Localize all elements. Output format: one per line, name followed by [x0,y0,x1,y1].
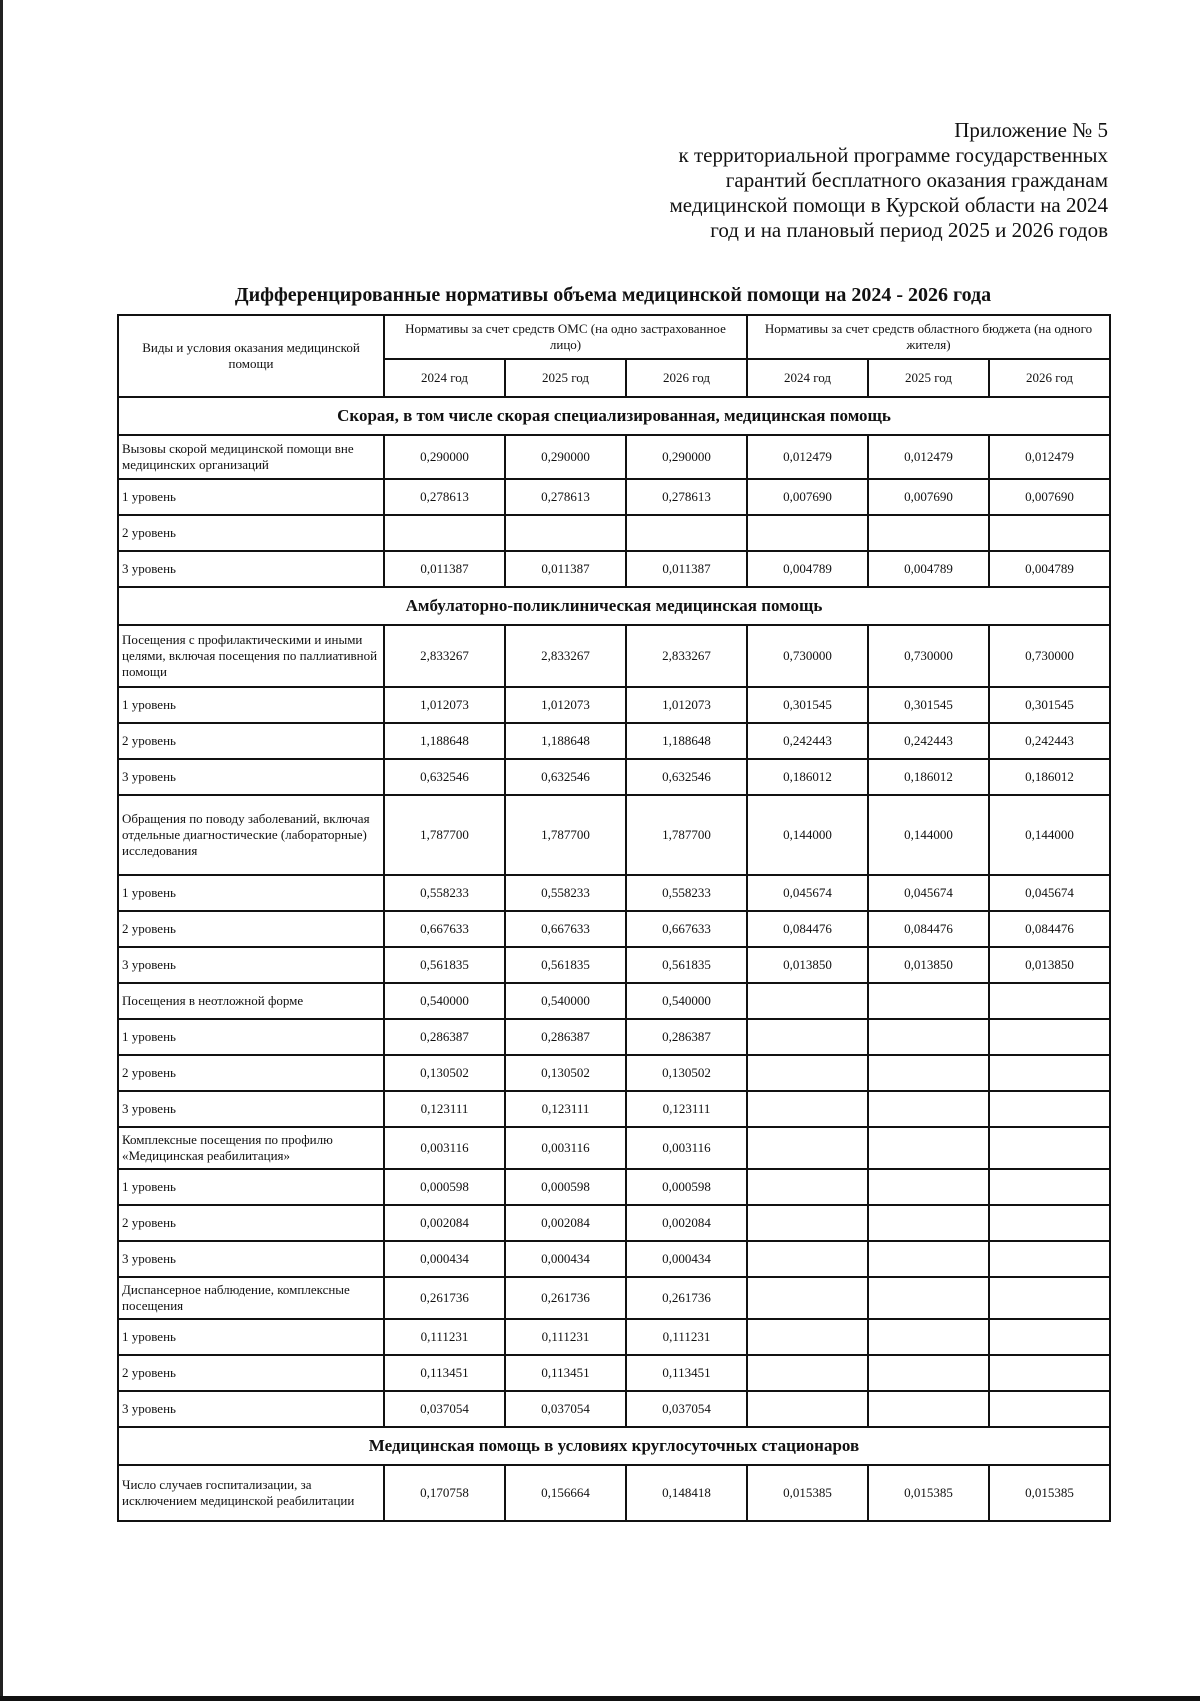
value-cell [989,1355,1110,1391]
value-cell [868,1127,989,1169]
value-cell: 0,015385 [868,1465,989,1521]
year-header: 2026 год [626,359,747,397]
year-header: 2026 год [989,359,1110,397]
value-cell: 0,632546 [505,759,626,795]
section-title: Скорая, в том числе скорая специализированная, медицинская помощь [118,397,1110,435]
value-cell: 0,113451 [384,1355,505,1391]
row-label: 1 уровень [118,687,384,723]
value-cell [747,1277,868,1319]
table-row [118,1319,1110,1355]
table-row [118,1391,1110,1427]
value-cell: 1,188648 [384,723,505,759]
table-row [118,947,1110,983]
value-cell: 0,286387 [505,1019,626,1055]
row-label: 1 уровень [118,875,384,911]
row-label: Диспансерное наблюдение, комплексные посещения [118,1277,384,1319]
value-cell: 0,045674 [989,875,1110,911]
value-cell: 0,130502 [626,1055,747,1091]
value-cell: 0,144000 [868,795,989,875]
value-cell [868,983,989,1019]
row-label: Вызовы скорой медицинской помощи вне медицинских организаций [118,435,384,479]
value-cell: 0,084476 [989,911,1110,947]
table-row [118,1055,1110,1091]
value-cell: 0,123111 [626,1091,747,1127]
value-cell: 0,013850 [868,947,989,983]
value-cell [989,1055,1110,1091]
value-cell: 0,004789 [989,551,1110,587]
section-title: Медицинская помощь в условиях круглосуточных стационаров [118,1427,1110,1465]
budget-header: Нормативы за счет средств областного бюджета (на одного жителя) [747,315,1110,359]
table-row [118,795,1110,875]
value-cell: 0,730000 [747,625,868,687]
row-label: 1 уровень [118,1169,384,1205]
value-cell: 0,037054 [626,1391,747,1427]
value-cell [868,1277,989,1319]
value-cell [747,1241,868,1277]
value-cell [505,515,626,551]
value-cell: 0,037054 [384,1391,505,1427]
row-label: 2 уровень [118,1355,384,1391]
value-cell [989,1127,1110,1169]
value-cell: 0,278613 [505,479,626,515]
value-cell: 0,002084 [626,1205,747,1241]
value-cell: 0,011387 [505,551,626,587]
value-cell [989,515,1110,551]
appendix-line: год и на плановый период 2025 и 2026 годов [710,218,1108,242]
value-cell: 0,186012 [989,759,1110,795]
section-row [118,397,1110,435]
value-cell: 0,007690 [747,479,868,515]
value-cell: 0,045674 [747,875,868,911]
table-row [118,1355,1110,1391]
value-cell [747,983,868,1019]
norms-table [117,314,1111,1522]
value-cell: 0,186012 [747,759,868,795]
appendix-line: к территориальной программе государственных [678,143,1108,167]
value-cell [989,1019,1110,1055]
row-label: Посещения в неотложной форме [118,983,384,1019]
value-cell: 0,000598 [384,1169,505,1205]
table-body [118,397,1110,1521]
table-row [118,1465,1110,1521]
value-cell [868,1241,989,1277]
value-cell: 0,000434 [505,1241,626,1277]
value-cell [747,1355,868,1391]
value-cell: 0,015385 [747,1465,868,1521]
table-row [118,687,1110,723]
value-cell: 0,667633 [505,911,626,947]
value-cell [626,515,747,551]
value-cell: 0,632546 [384,759,505,795]
value-cell: 0,000434 [626,1241,747,1277]
value-cell [747,1091,868,1127]
table-row [118,983,1110,1019]
value-cell [384,515,505,551]
value-cell: 0,045674 [868,875,989,911]
table-row [118,1091,1110,1127]
row-label: 3 уровень [118,1241,384,1277]
value-cell: 0,242443 [989,723,1110,759]
appendix-line: Приложение № 5 [954,118,1108,142]
value-cell: 0,000434 [384,1241,505,1277]
value-cell: 0,667633 [384,911,505,947]
value-cell [989,1319,1110,1355]
value-cell: 0,015385 [989,1465,1110,1521]
section-title: Амбулаторно-поликлиническая медицинская помощь [118,587,1110,625]
row-label: 2 уровень [118,911,384,947]
value-cell: 0,290000 [626,435,747,479]
row-label: 1 уровень [118,1319,384,1355]
value-cell: 0,286387 [626,1019,747,1055]
value-cell [989,1169,1110,1205]
row-label: 2 уровень [118,1205,384,1241]
row-label: Комплексные посещения по профилю «Медицинская реабилитация» [118,1127,384,1169]
value-cell [747,1391,868,1427]
table-row [118,759,1110,795]
value-cell: 1,012073 [626,687,747,723]
value-cell: 0,290000 [384,435,505,479]
table-row [118,551,1110,587]
value-cell: 0,278613 [626,479,747,515]
value-cell [989,1205,1110,1241]
value-cell: 0,144000 [989,795,1110,875]
value-cell [989,1391,1110,1427]
value-cell [747,1319,868,1355]
value-cell [747,1205,868,1241]
row-label: 1 уровень [118,479,384,515]
row-label: 2 уровень [118,723,384,759]
value-cell [747,515,868,551]
value-cell: 0,730000 [868,625,989,687]
value-cell: 0,012479 [747,435,868,479]
kind-header: Виды и условия оказания медицинской помощи [118,315,384,397]
row-label: 1 уровень [118,1019,384,1055]
value-cell: 2,833267 [384,625,505,687]
row-label: Обращения по поводу заболеваний, включая отдельные диагностические (лабораторные) исследования [118,795,384,875]
value-cell: 0,667633 [626,911,747,947]
value-cell: 0,130502 [384,1055,505,1091]
value-cell [868,1391,989,1427]
value-cell: 0,561835 [505,947,626,983]
value-cell: 1,188648 [626,723,747,759]
value-cell: 0,632546 [626,759,747,795]
oms-header: Нормативы за счет средств ОМС (на одно застрахованное лицо) [384,315,747,359]
table-row [118,1169,1110,1205]
table-row [118,1277,1110,1319]
row-label: Посещения с профилактическими и иными целями, включая посещения по паллиативной помощи [118,625,384,687]
year-header: 2025 год [868,359,989,397]
appendix-line: медицинской помощи в Курской области на 2024 [669,193,1108,217]
scan-edge-bottom [0,1696,1200,1701]
row-label: 3 уровень [118,1391,384,1427]
value-cell: 0,003116 [384,1127,505,1169]
row-label: 2 уровень [118,515,384,551]
value-cell: 0,148418 [626,1465,747,1521]
table-row [118,875,1110,911]
value-cell: 1,012073 [384,687,505,723]
value-cell: 1,787700 [626,795,747,875]
section-row [118,1427,1110,1465]
value-cell: 1,787700 [384,795,505,875]
value-cell: 0,261736 [384,1277,505,1319]
value-cell [989,983,1110,1019]
value-cell: 0,011387 [384,551,505,587]
value-cell: 0,561835 [384,947,505,983]
value-cell: 0,013850 [747,947,868,983]
value-cell [747,1019,868,1055]
section-row [118,587,1110,625]
value-cell [989,1277,1110,1319]
appendix-line: гарантий бесплатного оказания гражданам [725,168,1108,192]
value-cell [868,1319,989,1355]
value-cell [747,1055,868,1091]
table-row [118,1127,1110,1169]
document-title: Дифференцированные нормативы объема медицинской помощи на 2024 - 2026 года [234,284,992,306]
row-label: 3 уровень [118,1091,384,1127]
value-cell: 0,144000 [747,795,868,875]
value-cell [868,1091,989,1127]
value-cell [868,515,989,551]
value-cell: 0,012479 [989,435,1110,479]
value-cell [868,1055,989,1091]
table-row [118,1241,1110,1277]
value-cell: 0,000598 [626,1169,747,1205]
table-row [118,723,1110,759]
value-cell: 0,156664 [505,1465,626,1521]
value-cell [989,1241,1110,1277]
value-cell: 0,286387 [384,1019,505,1055]
value-cell: 0,561835 [626,947,747,983]
value-cell: 0,540000 [384,983,505,1019]
value-cell [868,1205,989,1241]
value-cell: 0,037054 [505,1391,626,1427]
value-cell: 2,833267 [626,625,747,687]
value-cell: 0,242443 [868,723,989,759]
row-label: 3 уровень [118,947,384,983]
row-label: 2 уровень [118,1055,384,1091]
value-cell: 0,012479 [868,435,989,479]
value-cell: 0,004789 [747,551,868,587]
value-cell: 0,013850 [989,947,1110,983]
value-cell: 0,558233 [626,875,747,911]
value-cell: 0,111231 [626,1319,747,1355]
scan-edge-left [0,0,3,1701]
value-cell: 0,111231 [505,1319,626,1355]
value-cell: 0,290000 [505,435,626,479]
value-cell: 0,242443 [747,723,868,759]
table-header [118,315,1110,397]
value-cell: 0,011387 [626,551,747,587]
value-cell: 0,007690 [868,479,989,515]
table-row [118,625,1110,687]
row-label: 3 уровень [118,551,384,587]
value-cell: 0,000598 [505,1169,626,1205]
value-cell: 0,301545 [868,687,989,723]
row-label: Число случаев госпитализации, за исключением медицинской реабилитации [118,1465,384,1521]
table-row [118,1019,1110,1055]
value-cell: 0,003116 [626,1127,747,1169]
year-header: 2024 год [747,359,868,397]
value-cell: 2,833267 [505,625,626,687]
value-cell: 0,186012 [868,759,989,795]
value-cell: 0,084476 [747,911,868,947]
value-cell [747,1127,868,1169]
table-row [118,1205,1110,1241]
value-cell: 0,130502 [505,1055,626,1091]
year-header: 2024 год [384,359,505,397]
value-cell: 0,111231 [384,1319,505,1355]
value-cell: 0,301545 [989,687,1110,723]
year-header: 2025 год [505,359,626,397]
value-cell [868,1019,989,1055]
value-cell [989,1091,1110,1127]
value-cell: 0,261736 [626,1277,747,1319]
value-cell: 0,540000 [505,983,626,1019]
table-row [118,515,1110,551]
value-cell: 0,002084 [384,1205,505,1241]
value-cell: 0,084476 [868,911,989,947]
value-cell: 0,558233 [505,875,626,911]
value-cell: 0,004789 [868,551,989,587]
value-cell [747,1169,868,1205]
value-cell: 0,003116 [505,1127,626,1169]
value-cell: 0,301545 [747,687,868,723]
value-cell: 0,170758 [384,1465,505,1521]
value-cell [868,1355,989,1391]
value-cell [868,1169,989,1205]
table-row [118,911,1110,947]
value-cell: 0,540000 [626,983,747,1019]
value-cell: 1,188648 [505,723,626,759]
value-cell: 0,278613 [384,479,505,515]
value-cell: 0,002084 [505,1205,626,1241]
value-cell: 1,787700 [505,795,626,875]
row-label: 3 уровень [118,759,384,795]
value-cell: 1,012073 [505,687,626,723]
value-cell: 0,007690 [989,479,1110,515]
value-cell: 0,730000 [989,625,1110,687]
value-cell: 0,558233 [384,875,505,911]
value-cell: 0,261736 [505,1277,626,1319]
value-cell: 0,113451 [505,1355,626,1391]
value-cell: 0,123111 [505,1091,626,1127]
appendix-heading [560,118,1108,243]
value-cell: 0,123111 [384,1091,505,1127]
value-cell: 0,113451 [626,1355,747,1391]
table-row [118,479,1110,515]
table-row [118,435,1110,479]
